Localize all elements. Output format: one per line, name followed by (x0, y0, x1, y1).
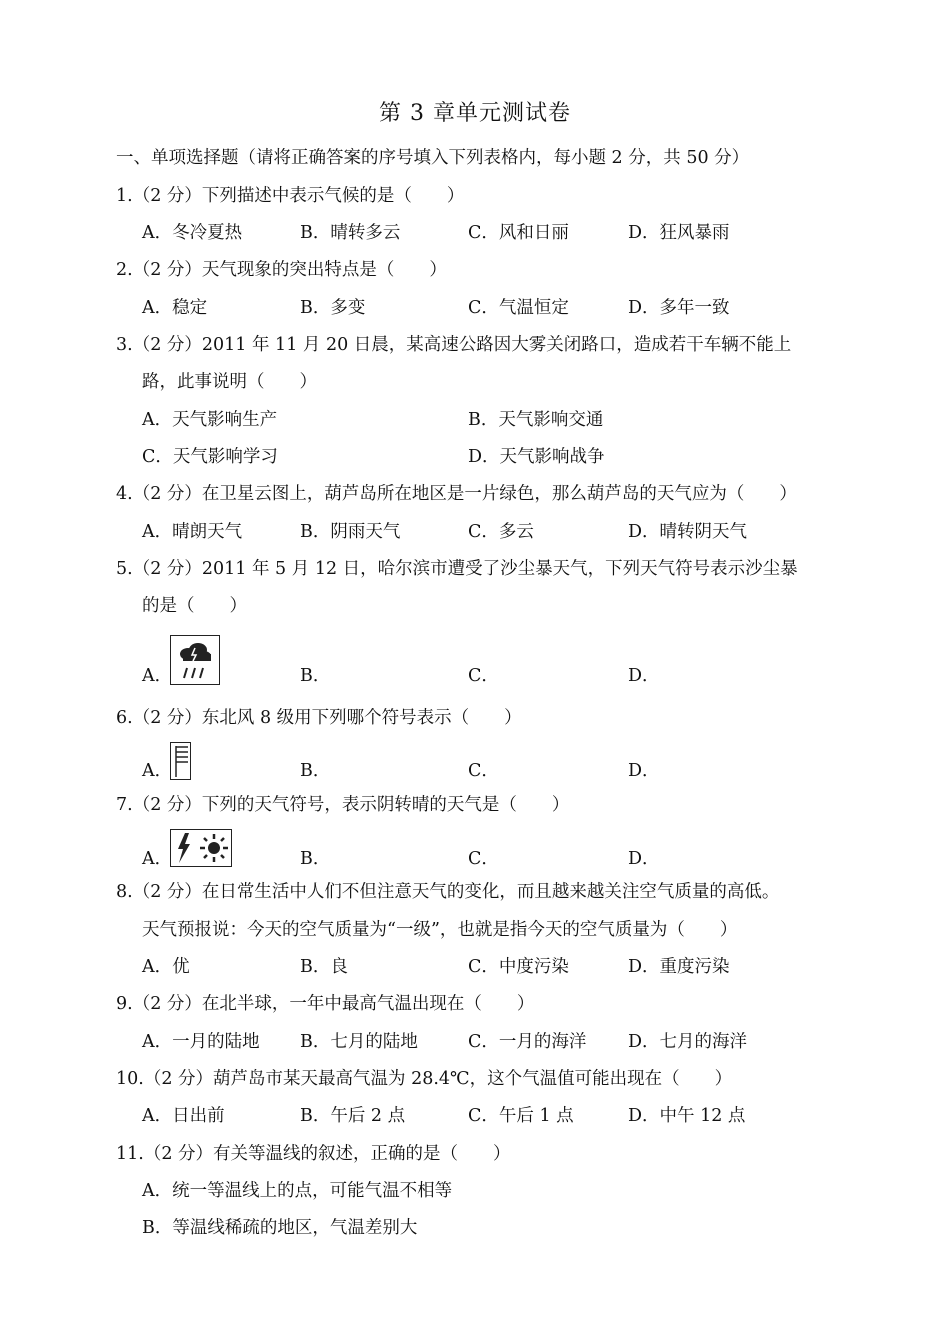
q8-option-a[interactable]: A．优 (142, 957, 190, 977)
q3-option-a[interactable]: A．天气影响生产 (142, 410, 278, 430)
q11-option-a[interactable]: A．统一等温线上的点，可能气温不相等 (142, 1181, 453, 1201)
q4-option-c[interactable]: C．多云 (468, 522, 534, 542)
question-5-stem: 5.（2 分）2011 年 5 月 12 日，哈尔滨市遭受了沙尘暴天气，下列天气符号表示沙尘暴 (116, 559, 798, 579)
q4-option-a[interactable]: A．晴朗天气 (142, 522, 243, 542)
q7-option-d[interactable]: D． (628, 849, 660, 869)
q6-option-c[interactable]: C． (468, 761, 499, 781)
q8-option-c[interactable]: C．中度污染 (468, 957, 569, 977)
q7-option-c[interactable]: C． (468, 849, 499, 869)
q10-option-c[interactable]: C．午后 1 点 (468, 1106, 574, 1126)
question-6-stem: 6.（2 分）东北风 8 级用下列哪个符号表示（ ） (116, 708, 522, 728)
q7-option-b[interactable]: B． (300, 849, 331, 869)
q3-option-d[interactable]: D．天气影响战争 (468, 447, 605, 467)
q5-option-d[interactable]: D． (628, 666, 660, 686)
question-11-stem: 11.（2 分）有关等温线的叙述，正确的是（ ） (116, 1144, 511, 1164)
q1-option-c[interactable]: C．风和日丽 (468, 223, 569, 243)
q2-option-b[interactable]: B．多变 (300, 298, 366, 318)
question-7-stem: 7.（2 分）下列的天气符号，表示阴转晴的天气是（ ） (116, 795, 570, 815)
q6-option-b[interactable]: B． (300, 761, 331, 781)
q9-option-b[interactable]: B．七月的陆地 (300, 1032, 418, 1052)
lightning-sun-icon (170, 829, 232, 867)
question-5-stem-cont: 的是（ ） (142, 596, 247, 616)
thunderstorm-rain-icon (170, 635, 220, 685)
q9-option-d[interactable]: D．七月的海洋 (628, 1032, 748, 1052)
q8-option-b[interactable]: B．良 (300, 957, 348, 977)
q1-option-d[interactable]: D．狂风暴雨 (628, 223, 730, 243)
q9-option-a[interactable]: A．一月的陆地 (142, 1032, 260, 1052)
q2-option-a[interactable]: A．稳定 (142, 298, 208, 318)
q6-option-d[interactable]: D． (628, 761, 660, 781)
q6-option-a[interactable]: A． (142, 761, 173, 781)
question-8-stem: 8.（2 分）在日常生活中人们不但注意天气的变化，而且越来越关注空气质量的高低。 (116, 882, 780, 902)
question-2-stem: 2.（2 分）天气现象的突出特点是（ ） (116, 260, 447, 280)
question-4-stem: 4.（2 分）在卫星云图上，葫芦岛所在地区是一片绿色，那么葫芦岛的天气应为（ ） (116, 484, 797, 504)
q10-option-a[interactable]: A．日出前 (142, 1106, 225, 1126)
q4-option-d[interactable]: D．晴转阴天气 (628, 522, 748, 542)
q1-option-b[interactable]: B．晴转多云 (300, 223, 401, 243)
q5-option-a[interactable]: A． (142, 666, 173, 686)
q5-option-b[interactable]: B． (300, 666, 331, 686)
q1-option-a[interactable]: A．冬冷夏热 (142, 223, 243, 243)
q7-option-a[interactable]: A． (142, 849, 173, 869)
q9-option-c[interactable]: C．一月的海洋 (468, 1032, 587, 1052)
q4-option-b[interactable]: B．阴雨天气 (300, 522, 401, 542)
q3-option-b[interactable]: B．天气影响交通 (468, 410, 604, 430)
q8-option-d[interactable]: D．重度污染 (628, 957, 730, 977)
question-9-stem: 9.（2 分）在北半球，一年中最高气温出现在（ ） (116, 994, 535, 1014)
q10-option-b[interactable]: B．午后 2 点 (300, 1106, 406, 1126)
question-1-stem: 1.（2 分）下列描述中表示气候的是（ ） (116, 186, 465, 206)
q2-option-d[interactable]: D．多年一致 (628, 298, 730, 318)
q11-option-b[interactable]: B．等温线稀疏的地区，气温差别大 (142, 1218, 418, 1238)
section-heading: 一、单项选择题（请将正确答案的序号填入下列表格内，每小题 2 分，共 50 分） (116, 148, 750, 168)
question-8-stem-cont: 天气预报说：今天的空气质量为“一级”，也就是指今天的空气质量为（ ） (142, 920, 738, 940)
q10-option-d[interactable]: D．中午 12 点 (628, 1106, 746, 1126)
q2-option-c[interactable]: C．气温恒定 (468, 298, 569, 318)
question-10-stem: 10.（2 分）葫芦岛市某天最高气温为 28.4℃，这个气温值可能出现在（ ） (116, 1069, 733, 1089)
q3-option-c[interactable]: C．天气影响学习 (142, 447, 278, 467)
q5-option-c[interactable]: C． (468, 666, 499, 686)
page-title: 第 3 章单元测试卷 (379, 101, 571, 126)
question-3-stem-cont: 路，此事说明（ ） (142, 372, 317, 392)
question-3-stem: 3.（2 分）2011 年 11 月 20 日晨，某高速公路因大雾关闭路口，造成若干车辆不能上 (116, 335, 792, 355)
wind-barb-icon (170, 742, 191, 780)
